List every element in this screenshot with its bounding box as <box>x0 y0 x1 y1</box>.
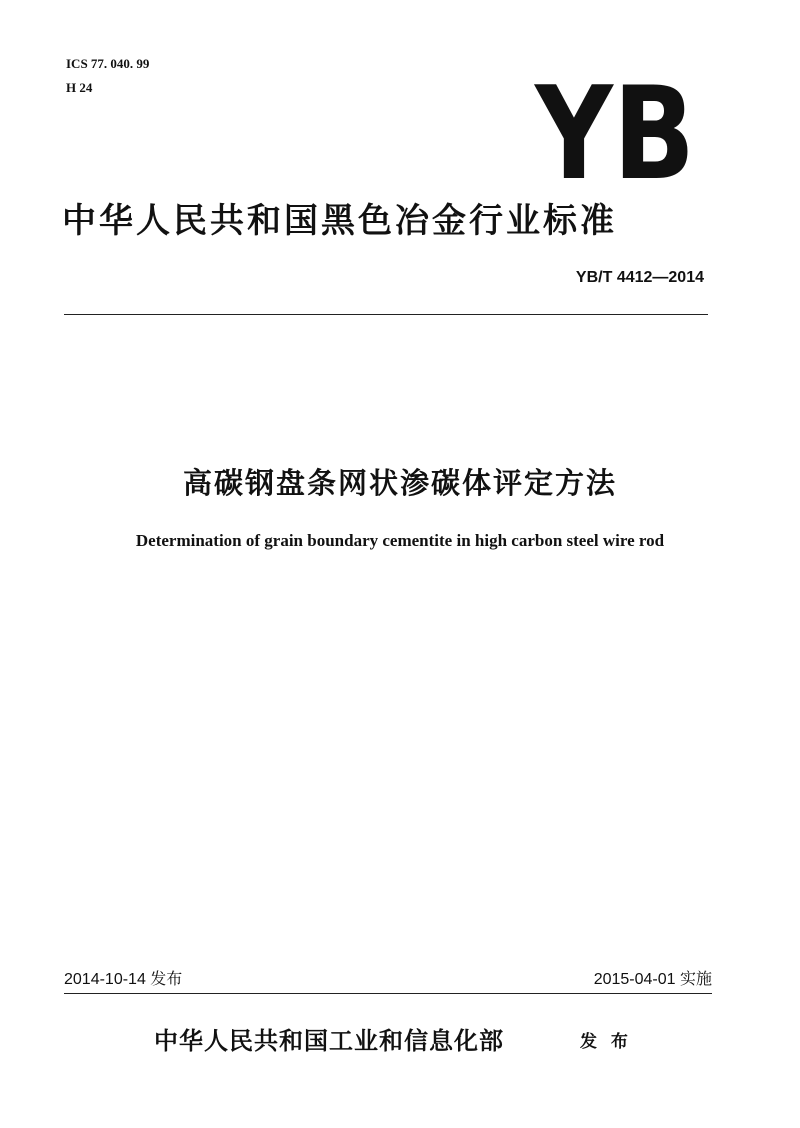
ccs-code: H 24 <box>66 80 93 95</box>
standard-number: YB/T 4412—2014 <box>575 269 704 286</box>
standard-category-title: 中华人民共和国黑色冶金行业标准 <box>62 201 617 241</box>
implementation-date: 2015-04-01 实施 <box>593 971 712 988</box>
yb-logo-text: YB <box>533 60 695 209</box>
document-title-english: Determination of grain boundary cementite in high carbon steel wire rod <box>135 531 665 550</box>
yb-logo <box>530 60 700 209</box>
bottom-divider <box>64 993 712 994</box>
document-title-chinese: 高碳钢盘条网状渗碳体评定方法 <box>182 466 617 500</box>
publish-label: 发 布 <box>580 1032 632 1052</box>
issue-date: 2014-10-14 发布 <box>64 971 183 988</box>
publisher-name: 中华人民共和国工业和信息化部 <box>154 1027 504 1055</box>
ics-code: ICS 77. 040. 99 <box>66 56 150 71</box>
top-divider <box>64 314 708 315</box>
